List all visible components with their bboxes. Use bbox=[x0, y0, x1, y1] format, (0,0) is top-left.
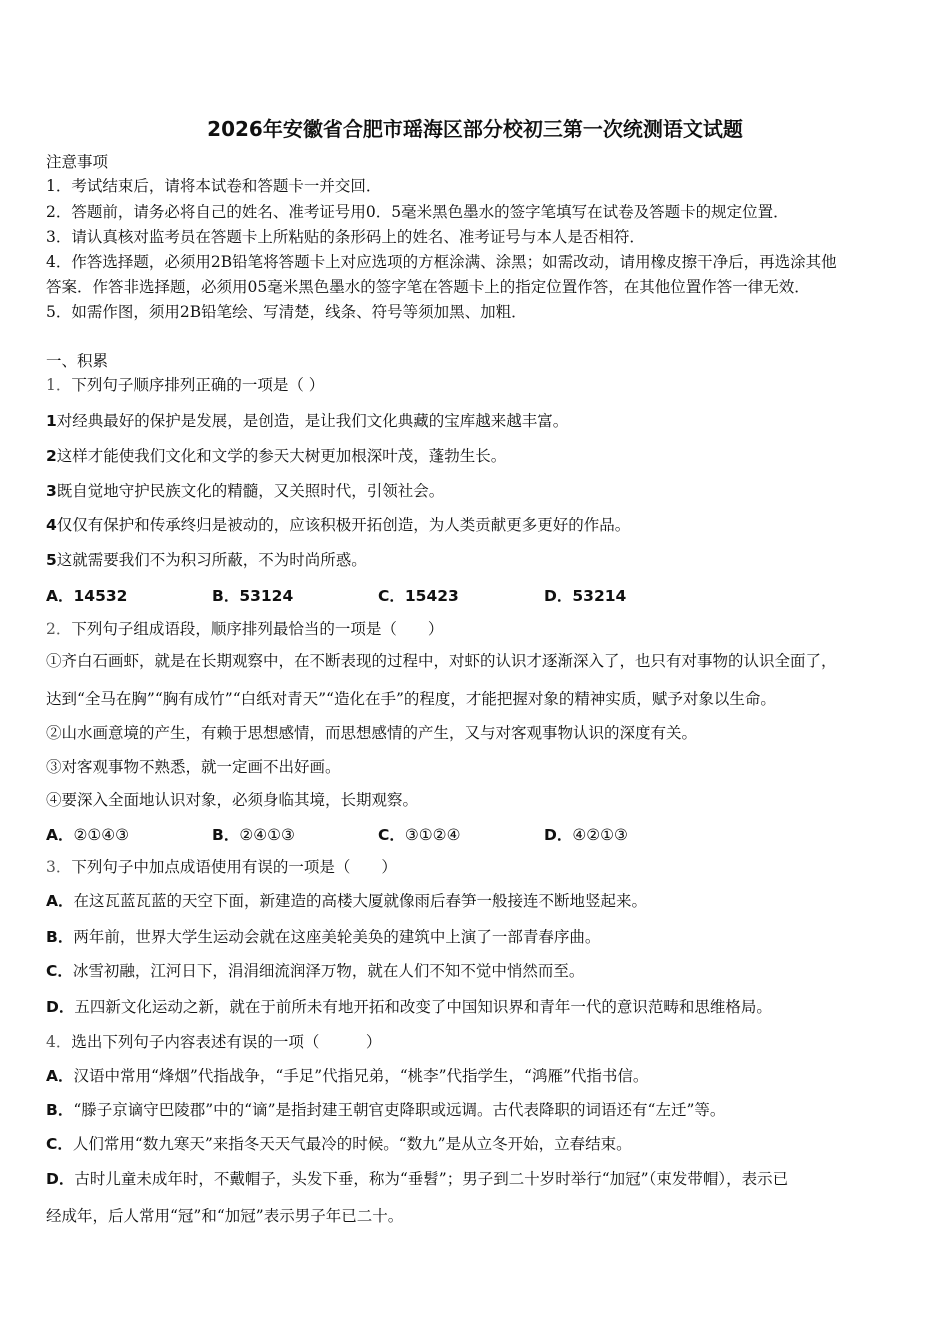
item-number: 3 bbox=[46, 482, 57, 500]
item-text: 仅仅有保护和传承终归是被动的，应该积极开拓创造，为人类贡献更多更好的作品。 bbox=[56, 516, 631, 534]
option-b[interactable]: B．53124 bbox=[212, 587, 294, 605]
notice-line: 5．如需作图，须用2B铅笔绘、写清楚，线条、符号等须加黑、加粗． bbox=[46, 303, 527, 321]
question-text: 下列句子顺序排列正确的一项是（ ） bbox=[71, 376, 325, 394]
option-c[interactable]: C．15423 bbox=[378, 587, 459, 605]
notice-heading: 注意事项 bbox=[46, 153, 109, 171]
item-text: 这就需要我们不为积习所蔽，不为时尚所惑。 bbox=[56, 551, 367, 569]
item-text: 这样才能使我们文化和文学的参天大树更加根深叶茂，蓬勃生长。 bbox=[56, 447, 507, 465]
option-c[interactable]: C．③①②④ bbox=[378, 826, 461, 844]
option-a[interactable]: A．在这瓦蓝瓦蓝的天空下面，新建造的高楼大厦就像雨后春笋一般接连不断地竖起来。 bbox=[46, 892, 648, 910]
option-d-continuation: 经成年，后人常用“冠”和“加冠”表示男子年已二十。 bbox=[46, 1207, 404, 1225]
option-c[interactable]: C．人们常用“数九寒天”来指冬天天气最冷的时候。“数九”是从立冬开始，立春结束。 bbox=[46, 1135, 632, 1153]
option-b[interactable]: B．②④①③ bbox=[212, 826, 295, 844]
item-number: 4 bbox=[46, 516, 57, 534]
question-4-stem bbox=[46, 1032, 381, 1052]
question-number: 3． bbox=[46, 858, 72, 876]
q1-item bbox=[46, 446, 506, 466]
option-d[interactable]: D．53214 bbox=[544, 587, 627, 605]
option-d[interactable]: D．古时儿童未成年时，不戴帽子，头发下垂，称为“垂髫”；男子到二十岁时举行“加冠”（束发带帽），表示已 bbox=[46, 1170, 789, 1188]
q1-item bbox=[46, 515, 630, 535]
option-d[interactable]: D．五四新文化运动之新，就在于前所未有地开拓和改变了中国知识界和青年一代的意识范畴和思维格局。 bbox=[46, 998, 772, 1016]
q2-line: ②山水画意境的产生，有赖于思想感情，而思想感情的产生，又与对客观事物认识的深度有关。 bbox=[46, 724, 698, 742]
page-title: 2026年安徽省合肥市瑶海区部分校初三第一次统测语文试题 bbox=[207, 117, 743, 141]
question-number: 1． bbox=[46, 376, 72, 394]
question-text: 下列句子中加点成语使用有误的一项是（ ） bbox=[71, 858, 397, 876]
option-a[interactable]: A．14532 bbox=[46, 587, 128, 605]
q2-line: ③对客观事物不熟悉，就一定画不出好画。 bbox=[46, 758, 341, 776]
option-b[interactable]: B．“滕子京谪守巴陵郡”中的“谪”是指封建王朝官吏降职或远调。古代表降职的词语还有“左迁”等。 bbox=[46, 1101, 726, 1119]
q2-line: 达到“全马在胸”“胸有成竹”“白纸对青天”“造化在手”的程度，才能把握对象的精神实质，赋予对象以生命。 bbox=[46, 690, 776, 708]
item-number: 5 bbox=[46, 551, 57, 569]
item-number: 1 bbox=[46, 412, 57, 430]
question-text: 选出下列句子内容表述有误的一项（ ） bbox=[71, 1033, 382, 1051]
notice-line: 3．请认真核对监考员在答题卡上所粘贴的条形码上的姓名、准考证号与本人是否相符． bbox=[46, 228, 645, 246]
q1-item bbox=[46, 481, 444, 501]
q2-line: ①齐白石画虾，就是在长期观察中，在不断表现的过程中，对虾的认识才逐渐深入了，也只有对事物的认识全面了， bbox=[46, 652, 837, 670]
option-a[interactable]: A．②①④③ bbox=[46, 826, 130, 844]
section-heading: 一、积累 bbox=[46, 352, 109, 370]
q2-options bbox=[46, 823, 710, 845]
question-number: 4． bbox=[46, 1033, 72, 1051]
option-a[interactable]: A．汉语中常用“烽烟”代指战争，“手足”代指兄弟，“桃李”代指学生，“鸿雁”代指书信。 bbox=[46, 1067, 649, 1085]
item-text: 对经典最好的保护是发展，是创造，是让我们文化典藏的宝库越来越丰富。 bbox=[56, 412, 569, 430]
question-text: 下列句子组成语段，顺序排列最恰当的一项是（ ） bbox=[71, 620, 444, 638]
notice-line: 2．答题前，请务必将自己的姓名、准考证号用0．5毫米黑色墨水的签字笔填写在试卷及答题卡的规定位置． bbox=[46, 203, 789, 221]
option-b[interactable]: B．两年前，世界大学生运动会就在这座美轮美奂的建筑中上演了一部青春序曲。 bbox=[46, 928, 601, 946]
item-number: 2 bbox=[46, 447, 57, 465]
question-number: 2． bbox=[46, 620, 72, 638]
question-3-stem bbox=[46, 857, 397, 877]
question-1-stem bbox=[46, 375, 324, 395]
option-c[interactable]: C．冰雪初融，江河日下，涓涓细流润泽万物，就在人们不知不觉中悄然而至。 bbox=[46, 962, 585, 980]
q2-line: ④要深入全面地认识对象，必须身临其境，长期观察。 bbox=[46, 791, 419, 809]
notice-line: 1．考试结束后，请将本试卷和答题卡一并交回． bbox=[46, 177, 382, 195]
question-2-stem bbox=[46, 619, 443, 639]
notice-line: 答案．作答非选择题，必须用05毫米黑色墨水的签字笔在答题卡上的指定位置作答，在其他位置作答一律无效． bbox=[46, 278, 810, 296]
option-d[interactable]: D．④②①③ bbox=[544, 826, 628, 844]
q1-options bbox=[46, 584, 710, 606]
q1-item bbox=[46, 550, 367, 570]
item-text: 既自觉地守护民族文化的精髓，又关照时代，引领社会。 bbox=[56, 482, 445, 500]
notice-line: 4．作答选择题，必须用2B铅笔将答题卡上对应选项的方框涂满、涂黑；如需改动，请用橡皮擦干净后，再选涂其他 bbox=[46, 253, 837, 271]
q1-item bbox=[46, 411, 568, 431]
